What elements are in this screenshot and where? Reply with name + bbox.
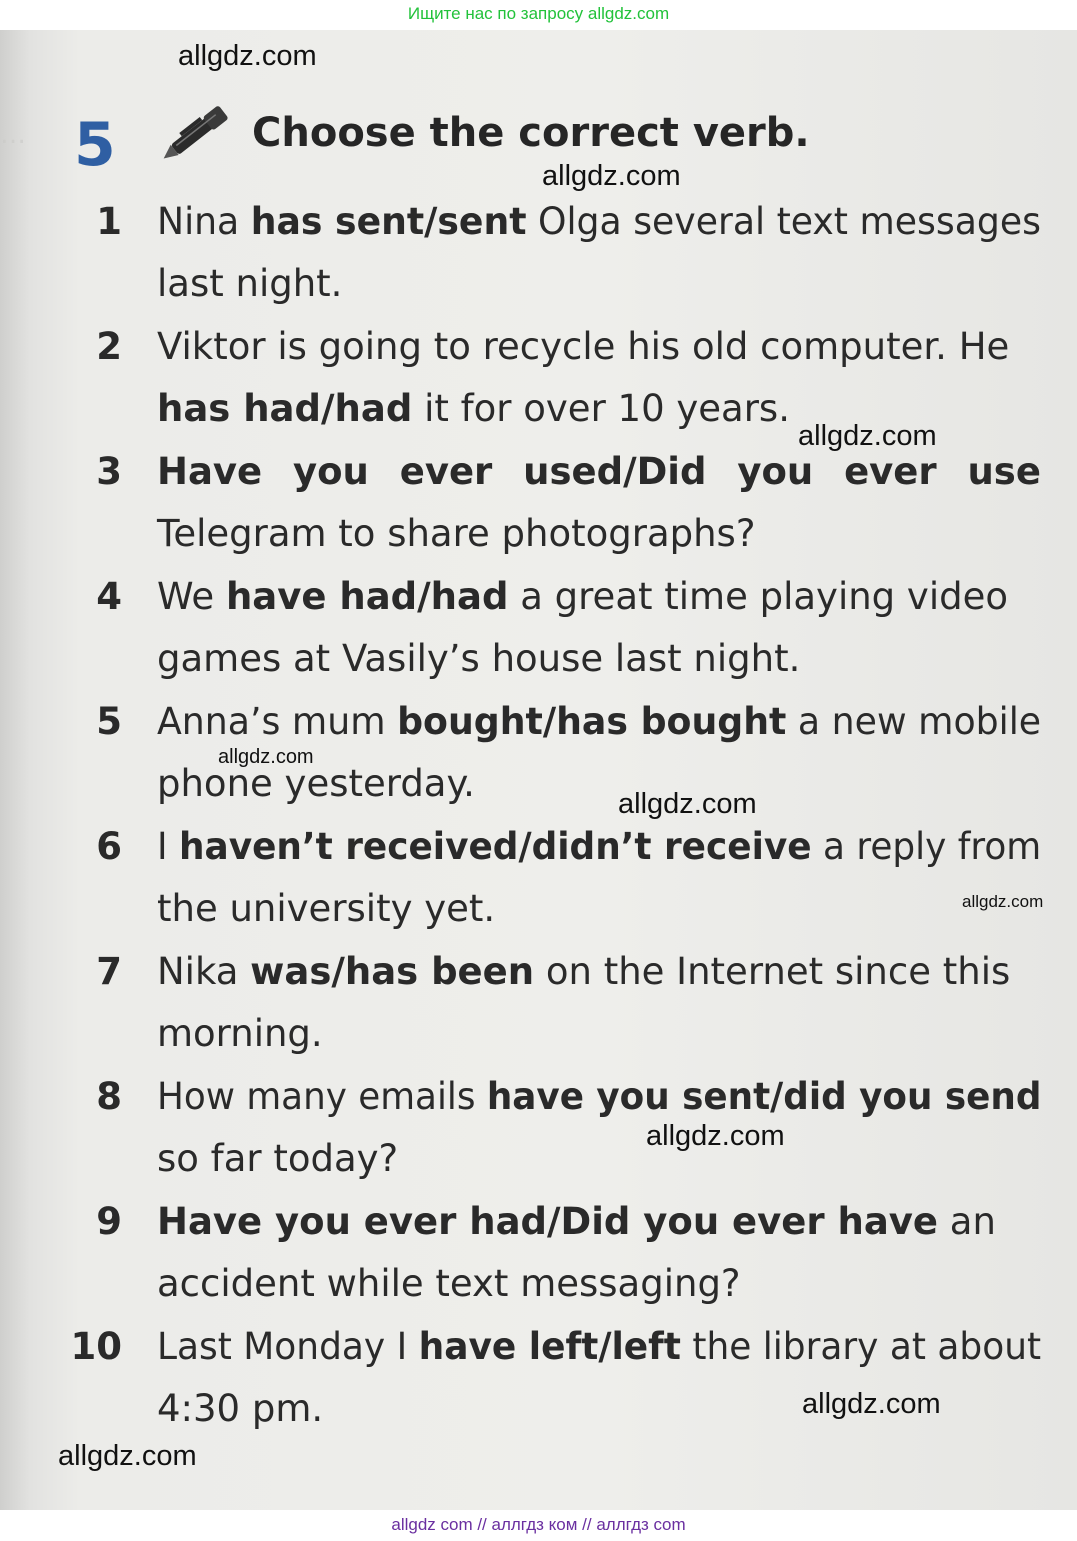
sentence-text: 4:30 pm. bbox=[157, 1387, 324, 1430]
watermark: allgdz.com bbox=[218, 746, 314, 768]
sentence-text: a new mobile bbox=[786, 700, 1042, 743]
watermark: allgdz.com bbox=[618, 788, 757, 820]
exercise-number: 5 bbox=[74, 110, 116, 180]
bleed-through-text: … bbox=[0, 120, 26, 150]
item-line bbox=[157, 1012, 1041, 1055]
item-line bbox=[157, 887, 1044, 930]
item-line bbox=[157, 512, 1041, 555]
sentence-text: Last Monday I bbox=[157, 1325, 419, 1368]
item-line bbox=[157, 825, 1042, 868]
sentence-text: a reply from bbox=[811, 825, 1042, 868]
sentence-text: it for over 10 years. bbox=[412, 387, 790, 430]
item-number: 4 bbox=[96, 575, 122, 618]
item-line bbox=[157, 950, 1041, 993]
item-line bbox=[157, 575, 1041, 618]
watermark: allgdz.com bbox=[646, 1120, 785, 1152]
item-line bbox=[157, 325, 1041, 368]
answer-options: have had/had bbox=[225, 575, 509, 618]
sentence-text: Olga several text messages bbox=[526, 200, 1041, 243]
watermark: allgdz.com bbox=[58, 1440, 197, 1472]
answer-option-word: use bbox=[967, 450, 1041, 493]
sentence-text: games at Vasily’s house last night. bbox=[157, 637, 801, 680]
item-line bbox=[157, 1137, 1041, 1180]
sentence-text: Viktor is going to recycle his old computer. He bbox=[157, 325, 1010, 368]
sentence-text: the library at about bbox=[680, 1325, 1042, 1368]
sentence-text: Nika bbox=[157, 950, 251, 993]
item-line bbox=[157, 1262, 1041, 1305]
answer-options: haven’t received/didn’t receive bbox=[178, 825, 812, 868]
item-line bbox=[157, 450, 1041, 493]
pen-icon bbox=[160, 92, 242, 168]
item-line bbox=[157, 1075, 1042, 1118]
sentence-text: an bbox=[938, 1200, 996, 1243]
answer-option-word: Have bbox=[157, 450, 263, 493]
watermark: allgdz.com bbox=[542, 160, 681, 192]
sentence-text: accident while text messaging? bbox=[157, 1262, 741, 1305]
item-line bbox=[157, 700, 1042, 743]
sentence-text: I bbox=[157, 825, 179, 868]
watermark: allgdz.com bbox=[798, 420, 937, 452]
item-number: 3 bbox=[96, 450, 122, 493]
answer-option-word: you bbox=[737, 450, 814, 493]
item-line bbox=[157, 1200, 1041, 1243]
sentence-text: on the Internet since this bbox=[534, 950, 1011, 993]
answer-options: has had/had bbox=[157, 387, 413, 430]
sentence-text: How many emails bbox=[157, 1075, 487, 1118]
answer-option-word: you bbox=[293, 450, 369, 493]
sentence-text: the university yet. bbox=[157, 887, 496, 930]
answer-options: has sent/sent bbox=[250, 200, 527, 243]
top-banner[interactable]: Ищите нас по запросу allgdz.com bbox=[407, 4, 670, 23]
sentence-text: a great time playing video bbox=[508, 575, 1008, 618]
answer-options: Have you ever had/Did you ever have bbox=[157, 1200, 939, 1243]
answer-option-word: ever bbox=[399, 450, 493, 493]
item-number: 2 bbox=[96, 325, 122, 368]
item-number: 10 bbox=[70, 1325, 122, 1368]
sentence-text: We bbox=[157, 575, 226, 618]
sentence-text: so far today? bbox=[157, 1137, 399, 1180]
sentence-text: Telegram to share photographs? bbox=[157, 512, 756, 555]
item-line bbox=[157, 200, 1041, 243]
sentence-text: morning. bbox=[157, 1012, 323, 1055]
sentence-text: Nina bbox=[157, 200, 251, 243]
item-number: 6 bbox=[96, 825, 122, 868]
answer-options: bought/has bought bbox=[397, 700, 787, 743]
footer-links[interactable]: allgdz com // аллгдз ком // аллгдз com bbox=[391, 1515, 686, 1534]
answer-options: have you sent/did you send bbox=[486, 1075, 1042, 1118]
answer-option-word: ever bbox=[844, 450, 937, 493]
watermark: allgdz.com bbox=[962, 892, 1044, 911]
sentence-text: last night. bbox=[157, 262, 343, 305]
item-number: 9 bbox=[96, 1200, 122, 1243]
item-number: 7 bbox=[96, 950, 122, 993]
watermark: allgdz.com bbox=[178, 40, 317, 72]
answer-options: was/has been bbox=[250, 950, 535, 993]
watermark: allgdz.com bbox=[802, 1388, 941, 1420]
exercise-title: Choose the correct verb. bbox=[252, 110, 810, 156]
sentence-text: phone yesterday. bbox=[157, 762, 475, 805]
item-number: 1 bbox=[96, 200, 122, 243]
item-line bbox=[157, 637, 1041, 680]
item-line bbox=[157, 262, 1041, 305]
item-number: 8 bbox=[96, 1075, 122, 1118]
item-number: 5 bbox=[96, 700, 122, 743]
answer-options: have left/left bbox=[418, 1325, 681, 1368]
item-line bbox=[157, 1325, 1042, 1368]
sentence-text: Anna’s mum bbox=[157, 700, 398, 743]
answer-option-word: used/Did bbox=[523, 450, 707, 493]
